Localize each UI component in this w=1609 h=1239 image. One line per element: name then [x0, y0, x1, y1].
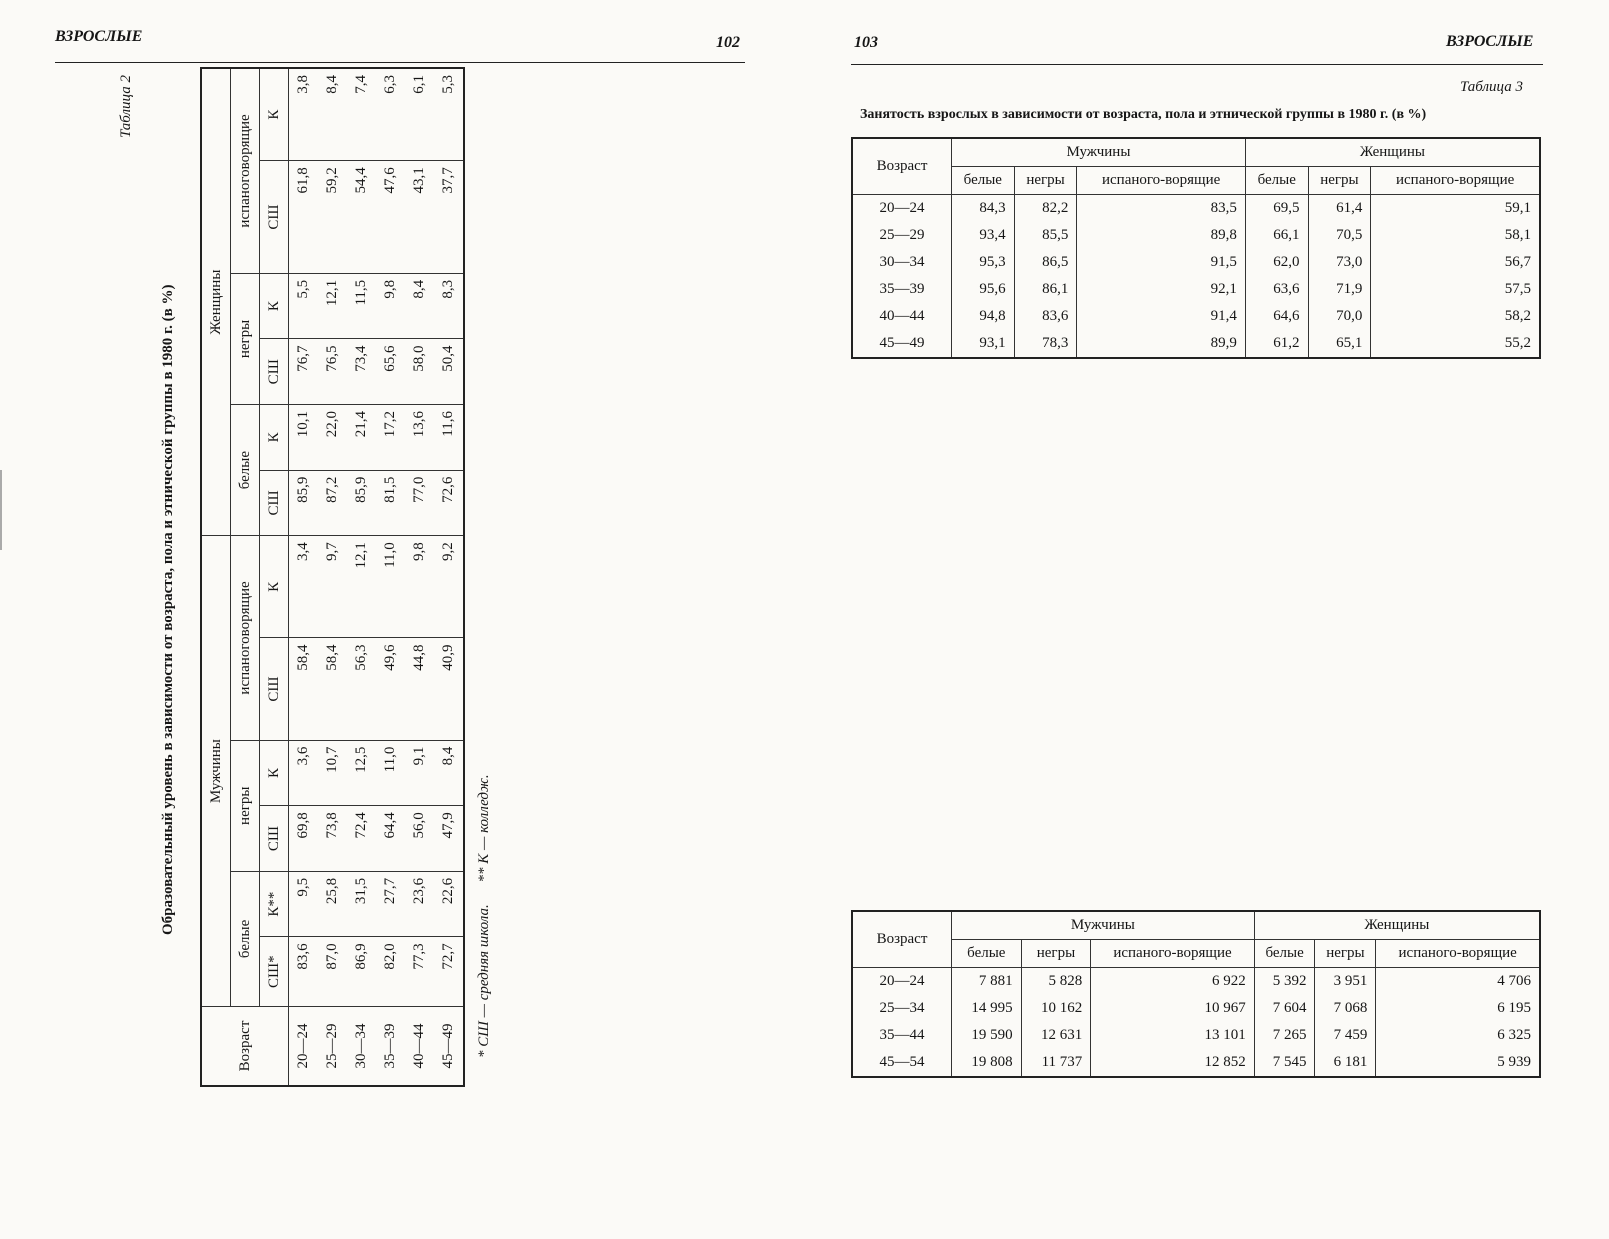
table3-value-cell: 58,2 [1371, 303, 1540, 330]
table2-value-cell: 8,4 [405, 273, 434, 339]
table3-value-cell: 61,4 [1308, 195, 1371, 223]
table3-age-cell: 20—24 [852, 195, 952, 223]
table4-group-women: Женщины [1254, 911, 1540, 940]
table2-row [289, 68, 319, 1086]
table2-value-cell: 5,3 [434, 68, 464, 161]
table3-value-cell: 73,0 [1308, 249, 1371, 276]
table2-col-k: К [260, 740, 289, 806]
table3-value-cell: 61,2 [1245, 330, 1308, 358]
table3-value-cell: 57,5 [1371, 276, 1540, 303]
table2-value-cell: 11,6 [434, 405, 464, 471]
table4-value-cell: 7 068 [1315, 995, 1376, 1022]
table4-value-cell: 7 459 [1315, 1022, 1376, 1049]
table2-group-women: Женщины [201, 68, 231, 536]
table4-col-black: негры [1315, 940, 1376, 968]
table2-group-men: Мужчины [201, 536, 231, 1007]
table2-row [347, 68, 376, 1086]
table2-row [376, 68, 405, 1086]
table2-value-cell: 9,7 [318, 536, 347, 638]
table2-value-cell: 8,4 [318, 68, 347, 161]
table4-body [852, 968, 1540, 1078]
header-rule-left [55, 62, 745, 63]
table2-age-header: Возраст [201, 1007, 289, 1087]
table2-age-cell: 20—24 [289, 1007, 319, 1087]
table2-value-cell: 85,9 [347, 470, 376, 536]
table2-value-cell: 81,5 [376, 470, 405, 536]
table3-value-cell: 91,5 [1077, 249, 1246, 276]
table3-value-cell: 82,2 [1014, 195, 1077, 223]
table2-value-cell: 12,1 [318, 273, 347, 339]
table2-value-cell: 9,8 [405, 536, 434, 638]
table4-value-cell: 6 181 [1315, 1049, 1376, 1077]
table2-value-cell: 58,0 [405, 339, 434, 405]
table2-age-cell: 30—34 [347, 1007, 376, 1087]
table4-value-cell: 19 808 [952, 1049, 1022, 1077]
header-rule-right [851, 64, 1543, 65]
table2-value-cell: 21,4 [347, 405, 376, 471]
table2-value-cell: 73,8 [318, 806, 347, 872]
table3-value-cell: 86,1 [1014, 276, 1077, 303]
table2-value-cell: 83,6 [289, 937, 319, 1007]
table3-row [852, 330, 1540, 358]
table3-value-cell: 83,5 [1077, 195, 1246, 223]
table2-col-sh: СШ [260, 339, 289, 405]
table2-value-cell: 47,6 [376, 161, 405, 274]
table4-value-cell: 12 852 [1091, 1049, 1254, 1077]
table2-value-cell: 9,2 [434, 536, 464, 638]
table4-age-cell: 25—34 [852, 995, 952, 1022]
table2-value-cell: 82,0 [376, 937, 405, 1007]
table3-value-cell: 85,5 [1014, 222, 1077, 249]
table2-row [405, 68, 434, 1086]
table3-value-cell: 91,4 [1077, 303, 1246, 330]
table4 [851, 910, 1541, 1078]
table4-row [852, 1049, 1540, 1077]
table3-col-white: белые [1245, 167, 1308, 195]
table2-value-cell: 76,5 [318, 339, 347, 405]
table3-col-black: негры [1014, 167, 1077, 195]
table2-age-cell: 40—44 [405, 1007, 434, 1087]
table2-value-cell: 72,7 [434, 937, 464, 1007]
table4-col-hisp: испаного-ворящие [1376, 940, 1540, 968]
table2-value-cell: 40,9 [434, 638, 464, 740]
table3-age-cell: 40—44 [852, 303, 952, 330]
table3-value-cell: 89,8 [1077, 222, 1246, 249]
table3-value-cell: 62,0 [1245, 249, 1308, 276]
table3-value-cell: 64,6 [1245, 303, 1308, 330]
table3-body [852, 195, 1540, 359]
table2-sub-white-w: белые [231, 405, 260, 536]
table2-value-cell: 72,6 [434, 470, 464, 536]
table2-value-cell: 44,8 [405, 638, 434, 740]
table4-value-cell: 4 706 [1376, 968, 1540, 996]
table2-value-cell: 77,0 [405, 470, 434, 536]
table2-value-cell: 22,6 [434, 871, 464, 937]
table3-age-cell: 35—39 [852, 276, 952, 303]
table2-age-cell: 25—29 [318, 1007, 347, 1087]
table3-value-cell: 66,1 [1245, 222, 1308, 249]
table3-age-cell: 45—49 [852, 330, 952, 358]
table3-value-cell: 55,2 [1371, 330, 1540, 358]
table2-value-cell: 76,7 [289, 339, 319, 405]
table2-col-sh: СШ [260, 638, 289, 740]
table3-age-header: Возраст [852, 138, 952, 195]
table2-col-sh: СШ* [260, 937, 289, 1007]
table2-value-cell: 49,6 [376, 638, 405, 740]
table4-value-cell: 6 922 [1091, 968, 1254, 996]
table2-value-cell: 3,4 [289, 536, 319, 638]
table2-value-cell: 64,4 [376, 806, 405, 872]
table2-value-cell: 5,5 [289, 273, 319, 339]
table3-value-cell: 93,4 [952, 222, 1015, 249]
table2-col-k: К [260, 536, 289, 638]
footnote-k: ** К — колледж. [476, 774, 492, 883]
page-number-left: 102 [716, 34, 740, 51]
table2-value-cell: 6,3 [376, 68, 405, 161]
table2-value-cell: 22,0 [318, 405, 347, 471]
table2-value-cell: 25,8 [318, 871, 347, 937]
table2-value-cell: 10,7 [318, 740, 347, 806]
table3-value-cell: 95,6 [952, 276, 1015, 303]
table2-title: Образовательный уровень в зависимости от возраста, пола и этнической группы в 1980 г. (в %) [160, 284, 176, 935]
table3-row [852, 222, 1540, 249]
table4-value-cell: 5 392 [1254, 968, 1315, 996]
table2-value-cell: 72,4 [347, 806, 376, 872]
table2-sub-hisp-w: испаноговорящие [231, 68, 260, 273]
table2-sub-black-m: негры [231, 740, 260, 871]
table2-value-cell: 58,4 [289, 638, 319, 740]
table2-value-cell: 85,9 [289, 470, 319, 536]
table2-value-cell: 12,1 [347, 536, 376, 638]
table3-label: Таблица 3 [1460, 79, 1523, 95]
table2-value-cell: 58,4 [318, 638, 347, 740]
table2-footnotes [476, 756, 493, 1058]
table4-age-cell: 35—44 [852, 1022, 952, 1049]
table4-age-header: Возраст [852, 911, 952, 968]
table2-value-cell: 11,0 [376, 740, 405, 806]
table2-value-cell: 27,7 [376, 871, 405, 937]
left-page [0, 0, 800, 1239]
table2-value-cell: 65,6 [376, 339, 405, 405]
table2-col-k: К [260, 405, 289, 471]
table2-col-k: К** [260, 871, 289, 937]
table3-value-cell: 56,7 [1371, 249, 1540, 276]
table2-col-sh: СШ [260, 806, 289, 872]
table2-value-cell: 61,8 [289, 161, 319, 274]
table3-row [852, 303, 1540, 330]
table2-value-cell: 86,9 [347, 937, 376, 1007]
table3-value-cell: 83,6 [1014, 303, 1077, 330]
table2-row [318, 68, 347, 1086]
table2-value-cell: 87,0 [318, 937, 347, 1007]
table4-age-cell: 45—54 [852, 1049, 952, 1077]
table2-value-cell: 13,6 [405, 405, 434, 471]
table3-value-cell: 58,1 [1371, 222, 1540, 249]
table2-value-cell: 47,9 [434, 806, 464, 872]
running-header-left: ВЗРОСЛЫЕ [55, 28, 143, 45]
table2-sub-white-m: белые [231, 871, 260, 1006]
table2-value-cell: 3,8 [289, 68, 319, 161]
table4-row [852, 995, 1540, 1022]
table2-value-cell: 9,8 [376, 273, 405, 339]
table2-sub-hisp-m: испаноговорящие [231, 536, 260, 740]
table3-col-hisp: испаного-ворящие [1371, 167, 1540, 195]
table2-value-cell: 8,3 [434, 273, 464, 339]
table3-value-cell: 69,5 [1245, 195, 1308, 223]
table4-value-cell: 19 590 [952, 1022, 1022, 1049]
footnote-sh: * СШ — средняя школа. [476, 904, 492, 1058]
table3-value-cell: 93,1 [952, 330, 1015, 358]
table3-value-cell: 78,3 [1014, 330, 1077, 358]
table2 [200, 67, 465, 1087]
table3-row [852, 195, 1540, 223]
table3-value-cell: 71,9 [1308, 276, 1371, 303]
table3-value-cell: 94,8 [952, 303, 1015, 330]
table2-value-cell: 87,2 [318, 470, 347, 536]
table2-value-cell: 59,2 [318, 161, 347, 274]
table2-value-cell: 17,2 [376, 405, 405, 471]
table2-age-cell: 35—39 [376, 1007, 405, 1087]
table3-value-cell: 84,3 [952, 195, 1015, 223]
table2-body [289, 68, 465, 1086]
table2-value-cell: 10,1 [289, 405, 319, 471]
table2-value-cell: 73,4 [347, 339, 376, 405]
table4-value-cell: 11 737 [1021, 1049, 1091, 1077]
table2-value-cell: 69,8 [289, 806, 319, 872]
table2-value-cell: 6,1 [405, 68, 434, 161]
table2-value-cell: 50,4 [434, 339, 464, 405]
table2-value-cell: 77,3 [405, 937, 434, 1007]
table3-age-cell: 25—29 [852, 222, 952, 249]
table2-value-cell: 12,5 [347, 740, 376, 806]
table3-col-white: белые [952, 167, 1015, 195]
table3-value-cell: 86,5 [1014, 249, 1077, 276]
table2-label: Таблица 2 [118, 75, 134, 138]
table3-row [852, 276, 1540, 303]
table4-row [852, 968, 1540, 996]
table2-value-cell: 9,5 [289, 871, 319, 937]
table4-value-cell: 7 881 [952, 968, 1022, 996]
table2-col-sh: СШ [260, 161, 289, 274]
table3-value-cell: 92,1 [1077, 276, 1246, 303]
table4-col-hisp: испаного-ворящие [1091, 940, 1254, 968]
table4-col-white: белые [1254, 940, 1315, 968]
table2-rotated [200, 67, 465, 1087]
table3-value-cell: 65,1 [1308, 330, 1371, 358]
table2-value-cell: 9,1 [405, 740, 434, 806]
table4-value-cell: 13 101 [1091, 1022, 1254, 1049]
table2-value-cell: 56,0 [405, 806, 434, 872]
table4-group-men: Мужчины [952, 911, 1255, 940]
table2-col-k: К [260, 68, 289, 161]
table3-col-hisp: испаного-ворящие [1077, 167, 1246, 195]
page-number-right: 103 [854, 34, 878, 51]
table2-sub-black-w: негры [231, 273, 260, 404]
table3 [851, 137, 1541, 359]
table3-group-men: Мужчины [952, 138, 1246, 167]
table2-value-cell: 23,6 [405, 871, 434, 937]
table4-col-white: белые [952, 940, 1022, 968]
table4-value-cell: 5 828 [1021, 968, 1091, 996]
table4-value-cell: 6 325 [1376, 1022, 1540, 1049]
table4-value-cell: 3 951 [1315, 968, 1376, 996]
table4-value-cell: 7 604 [1254, 995, 1315, 1022]
table4-value-cell: 14 995 [952, 995, 1022, 1022]
binding-edge [0, 470, 2, 550]
table2-value-cell: 3,6 [289, 740, 319, 806]
table3-row [852, 249, 1540, 276]
table3-value-cell: 95,3 [952, 249, 1015, 276]
table3-group-women: Женщины [1245, 138, 1540, 167]
table4-value-cell: 12 631 [1021, 1022, 1091, 1049]
table3-age-cell: 30—34 [852, 249, 952, 276]
table2-value-cell: 43,1 [405, 161, 434, 274]
table2-value-cell: 11,0 [376, 536, 405, 638]
table3-title: Занятость взрослых в зависимости от возраста, пола и этнической группы в 1980 г. (в %) [860, 107, 1427, 122]
table2-row [434, 68, 464, 1086]
running-header-right: ВЗРОСЛЫЕ [1446, 33, 1534, 50]
table4-value-cell: 7 265 [1254, 1022, 1315, 1049]
table4-value-cell: 10 967 [1091, 995, 1254, 1022]
table2-value-cell: 7,4 [347, 68, 376, 161]
table3-col-black: негры [1308, 167, 1371, 195]
table3-value-cell: 59,1 [1371, 195, 1540, 223]
table2-value-cell: 37,7 [434, 161, 464, 274]
table4-value-cell: 6 195 [1376, 995, 1540, 1022]
table4-value-cell: 10 162 [1021, 995, 1091, 1022]
table4-value-cell: 7 545 [1254, 1049, 1315, 1077]
table3-value-cell: 70,5 [1308, 222, 1371, 249]
table2-col-sh: СШ [260, 470, 289, 536]
table4-age-cell: 20—24 [852, 968, 952, 996]
table2-value-cell: 11,5 [347, 273, 376, 339]
table3-value-cell: 70,0 [1308, 303, 1371, 330]
table2-col-k: К [260, 273, 289, 339]
table2-value-cell: 54,4 [347, 161, 376, 274]
table2-value-cell: 8,4 [434, 740, 464, 806]
table3-value-cell: 89,9 [1077, 330, 1246, 358]
table4-value-cell: 5 939 [1376, 1049, 1540, 1077]
table2-value-cell: 31,5 [347, 871, 376, 937]
table4-row [852, 1022, 1540, 1049]
table4-col-black: негры [1021, 940, 1091, 968]
table2-age-cell: 45—49 [434, 1007, 464, 1087]
table3-value-cell: 63,6 [1245, 276, 1308, 303]
table2-value-cell: 56,3 [347, 638, 376, 740]
